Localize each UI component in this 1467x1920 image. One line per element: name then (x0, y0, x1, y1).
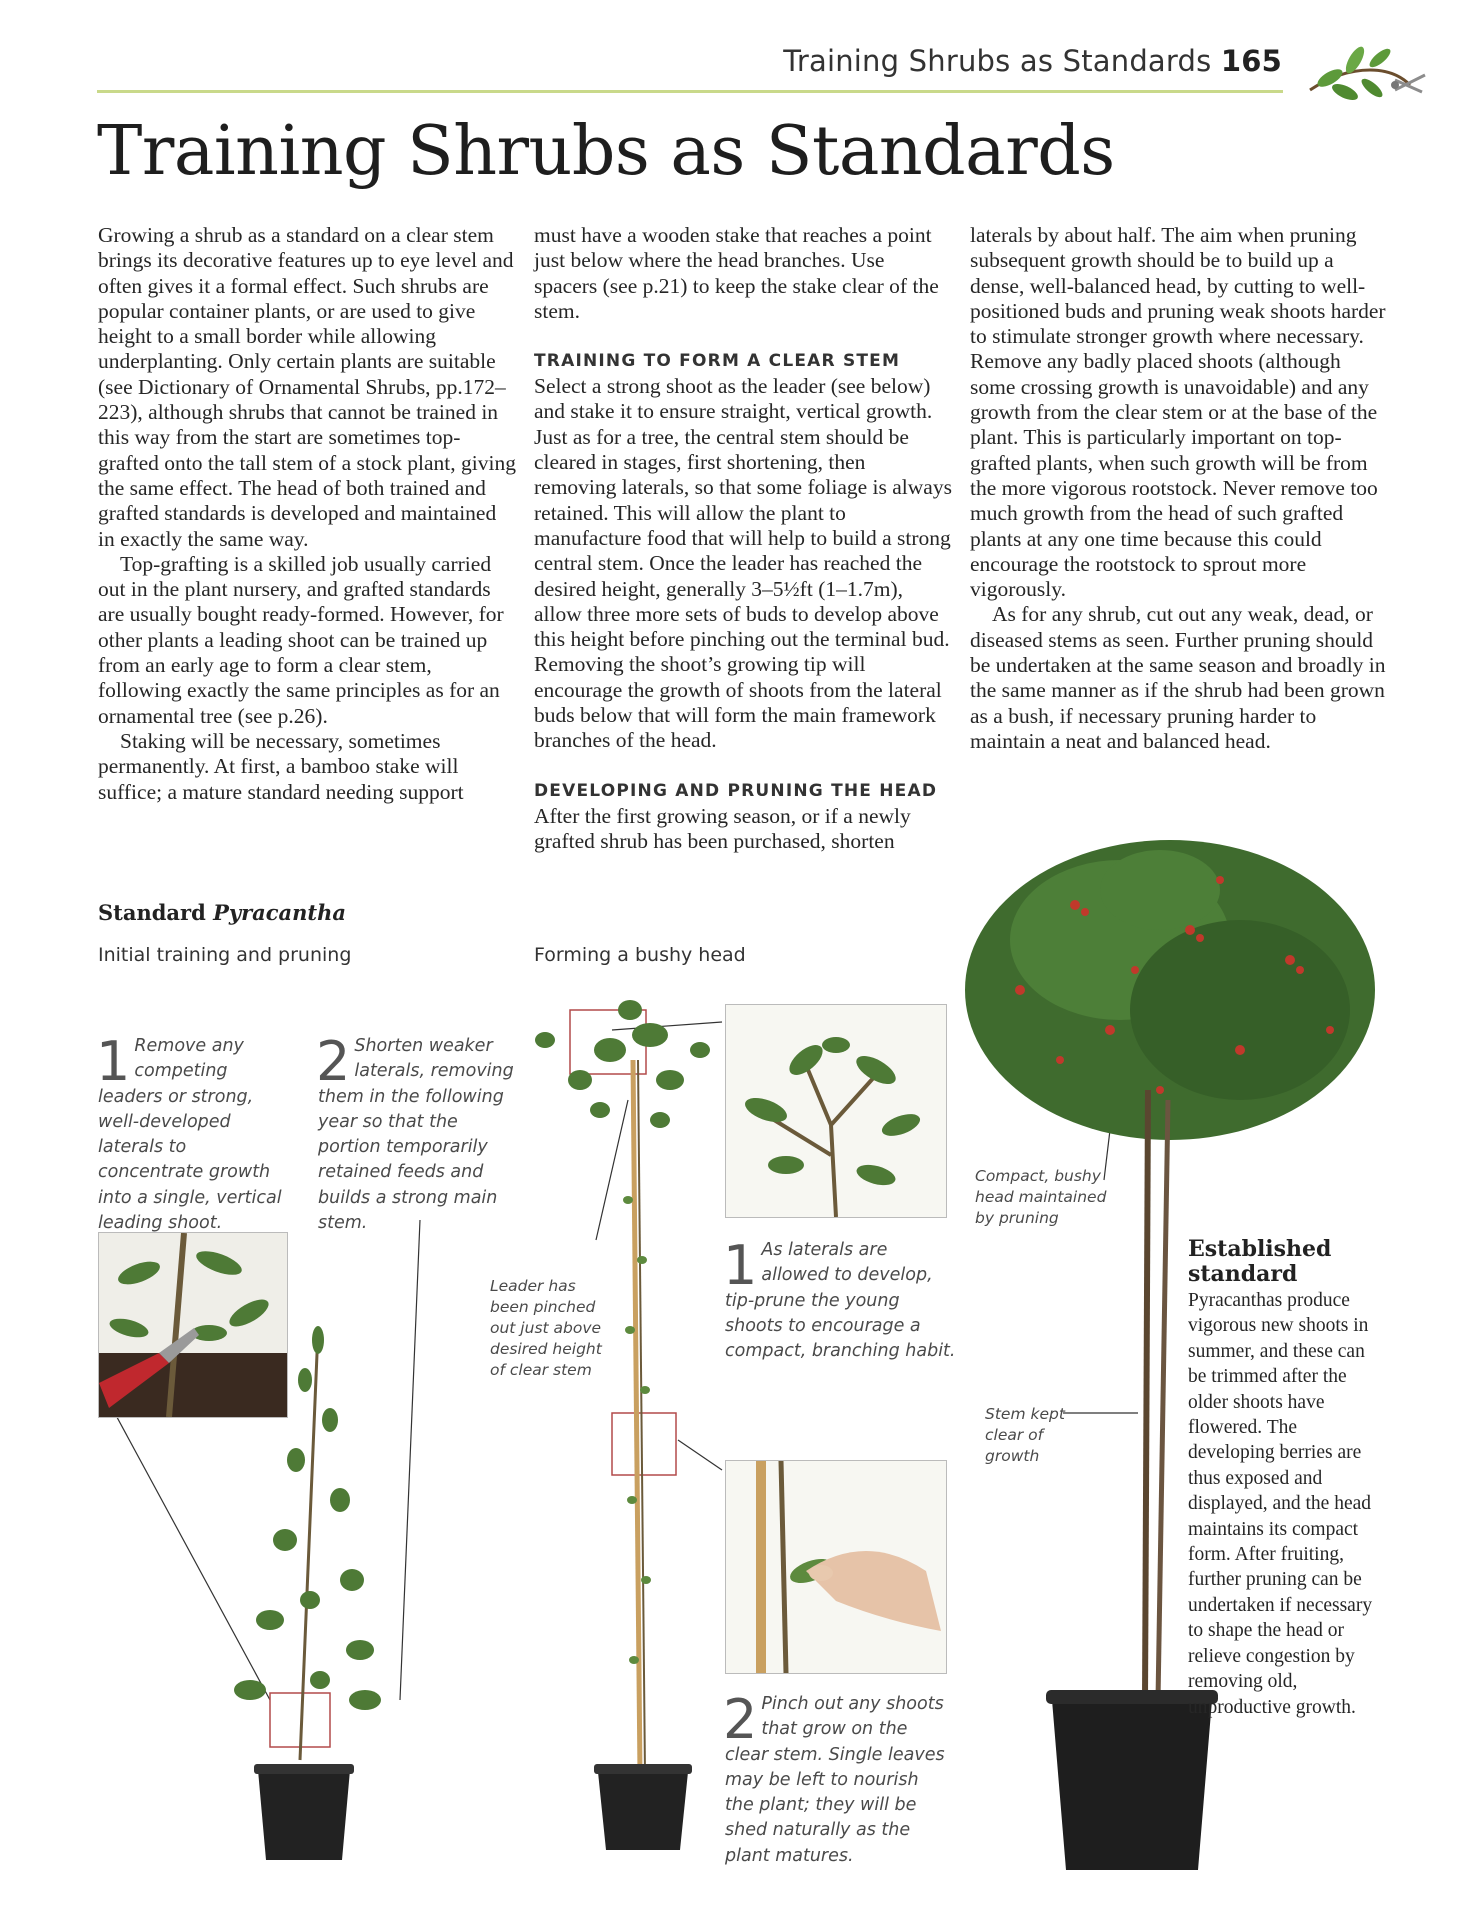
established-body: Pyracanthas produce vigorous new shoots in summer, and these can be trimmed after the older shoots have flowered. The developing berries are thus exposed and displayed, and the head maintains its compact form. After fruiting, further pruning can be undertaken if necessary to shape the head or relieve congestion by removing old, unproductive growth. (1188, 1290, 1373, 1718)
established-title: Established standard (1188, 1236, 1332, 1287)
trained-plant-illustration (535, 1000, 710, 1850)
col1-paragraph-1: Growing a shrub as a standard on a clear stem brings its decorative features up to eye level and often gives it a formal effect. Such shrubs are popular container plants, or are used to give height to a small border while allowing underplanting. Only certain plants are suitable (see Dictionary of Ornamental Shrubs, pp.172–223), although shrubs that cannot be trained in this way from the start are sometimes top-grafted onto the tall stem of a stock plant, giving the same effect. The head of both trained and grafted standards is developed and maintained in exactly the same way. (98, 223, 516, 551)
section-heading-head: DEVELOPING AND PRUNING THE HEAD (534, 780, 938, 801)
page-number: 165 (1220, 44, 1282, 78)
secateurs-photo (98, 1232, 288, 1418)
col2-paragraph-2: Select a strong shoot as the leader (see below) and stake it to ensure straight, vertical growth. Just as for a tree, the central stem should be cleared in stages, first shortening, then removing laterals, so that some foliage is always retained. This will allow the plant to manufacture food that will help to build a strong central stem. Once the leader has reached the desired height, generally 3–5½ft (1–1.7m), allow three more sets of buds to develop above this height before pinching out the terminal bud. Removing the shoot’s growing tip will encourage the growth of shoots from the lateral buds below that will form the main framework branches of the head. (534, 374, 952, 753)
figure-title-plant: Pyracantha (213, 900, 346, 925)
col3-paragraph-1: laterals by about half. The aim when pruning subsequent growth should be to build up a dense, well-balanced head, by cutting to well-positioned buds and pruning weak shoots harder to stimulate stronger growth where necessary. Remove any badly placed shoots (although some crossing growth is unavoidable) and any growth from the clear stem or at the base of the plant. This is particularly important on top-grafted plants, when such growth will be from the more vigorous rootstock. Never remove too much growth from the head of such grafted plants at any one time because this could encourage the rootstock to sprout more vigorously. (970, 223, 1386, 602)
step-1-caption (96, 1030, 293, 1236)
head-closeup-photo (725, 1004, 947, 1218)
mid-step-1-caption (723, 1234, 957, 1364)
figure-title-prefix: Standard (98, 900, 214, 925)
left-figure-heading: Initial training and pruning (98, 944, 352, 966)
step-1-number: 1 (96, 1030, 131, 1093)
step-2-caption (316, 1030, 518, 1236)
mid-step-1-number: 1 (723, 1234, 758, 1297)
mid-figure-heading: Forming a bushy head (534, 944, 746, 966)
step-1-text: Remove any competing leaders or strong, well-developed laterals to concentrate growth into a single, vertical leading shoot. (98, 1036, 282, 1234)
step-2-text: Shorten weaker laterals, removing them in the following year so that the portion temporarily retained feeds and builds a strong main stem. (318, 1036, 514, 1234)
mid-step-2-number: 2 (723, 1688, 758, 1751)
col3-paragraph-2: As for any shrub, cut out any weak, dead, or diseased stems as seen. Further pruning should be undertaken at the same season and broadly in the same manner as if the shrub had been grown as a bush, if necessary pruning harder to maintain a neat and balanced head. (970, 602, 1386, 753)
running-title: Training Shrubs as Standards (783, 44, 1212, 78)
mid-step-2-text: Pinch out any shoots that grow on the clear stem. Single leaves may be left to nourish the plant; they will be shed naturally as the plant matures. (725, 1694, 945, 1866)
col1-paragraph-2: Top-grafting is a skilled job usually carried out in the plant nursery, and grafted standards are usually bought ready-formed. However, for other plants a leading shoot can be trained up from an early age to form a clear stem, following exactly the same principles as for an ornamental tree (see p.26). (98, 551, 504, 728)
compact-head-label: Compact, bushy head maintained by pruning (975, 1167, 1107, 1227)
mid-step-2-caption (723, 1688, 950, 1869)
col1-paragraph-3: Staking will be necessary, sometimes permanently. At first, a bamboo stake will suffice; a mature standard needing support (98, 728, 464, 804)
col2-paragraph-1: must have a wooden stake that reaches a point just below where the head branches. Use spacers (see p.21) to keep the stake clear of the stem. (534, 223, 939, 323)
stem-clear-label: Stem kept clear of growth (985, 1405, 1065, 1465)
section-heading-clear-stem: TRAINING TO FORM A CLEAR STEM (534, 351, 901, 372)
step-2-number: 2 (316, 1030, 351, 1093)
pinching-photo (725, 1460, 947, 1674)
col2-paragraph-3: After the first growing season, or if a newly grafted shrub has been purchased, shorten (534, 803, 911, 853)
page-title: Training Shrubs as Standards (97, 112, 1115, 191)
leader-label: Leader has been pinched out just above desired height of clear stem (490, 1277, 602, 1379)
mid-step-1-text: As laterals are allowed to develop, tip-prune the young shoots to encourage a compact, branching habit. (725, 1240, 956, 1362)
